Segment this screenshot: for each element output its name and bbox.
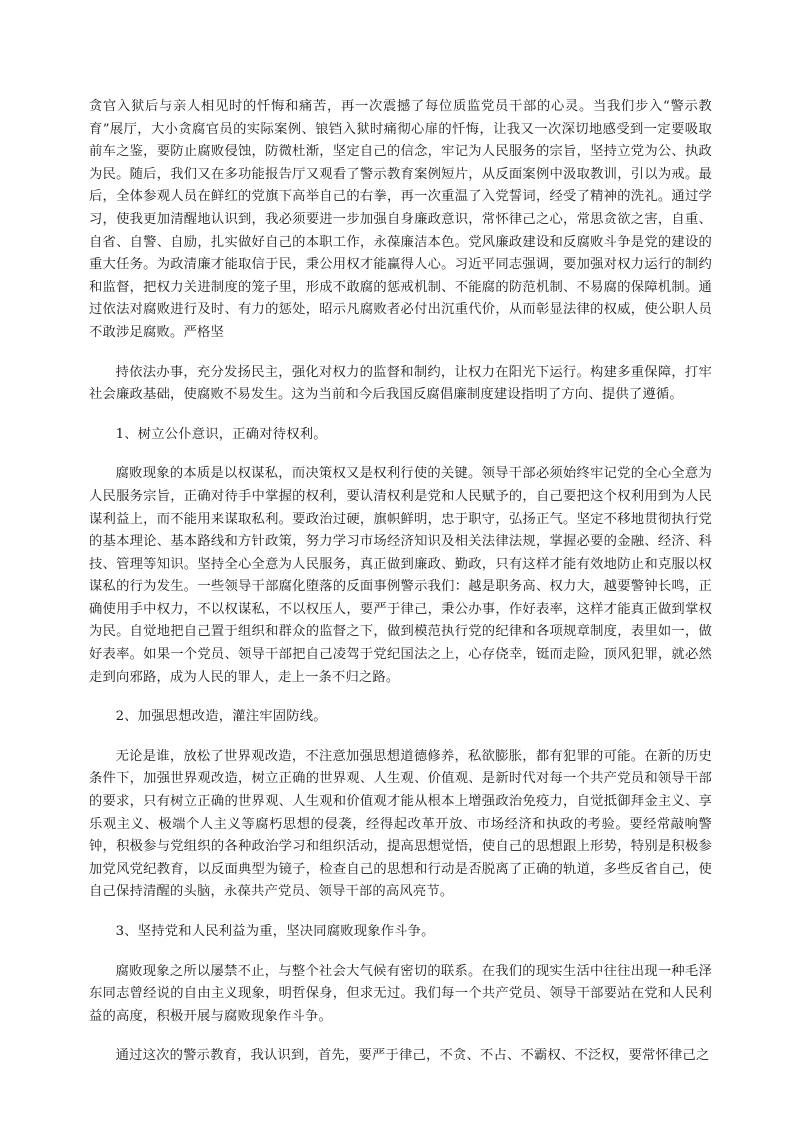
document-body <box>89 96 712 1085</box>
paragraph-rule-of-law: 持依法办事，充分发扬民主，强化对权力的监督和制约，让权力在阳光下运行。构建多重保障，打牢社会廉政基础，使腐败不易发生。这为当前和今后我国反腐倡廉制度建设指明了方向、提供了遵循。 <box>89 364 712 403</box>
paragraph-opening: 贪官入狱后与亲人相见时的忏悔和痛苦，再一次震撼了每位质监党员干部的心灵。当我们步入“警示教育”展厅，大小贪腐官员的实际案例、锒铛入狱时痛彻心扉的忏悔，让我又一次深切地感受到一定要吸取前车之鉴，要防止腐败侵蚀，防微杜渐，坚定自己的信念，牢记为人民服务的宗旨，坚持立党为公、执政为民。随后，我们又在多功能报告厅又观看了警示教育案例短片，从反面案例中汲取教训，引以为戒。最后，全体参观人员在鲜红的党旗下高举自己的右拳，再一次重温了入党誓词，经受了精神的洗礼。通过学习，使我更加清醒地认识到，我必须要进一步加强自身廉政意识，常怀律己之心，常思贪欲之害，自重、自省、自警、自励，扎实做好自己的本职工作，永葆廉洁本色。党风廉政建设和反腐败斗争是党的建设的重大任务。为政清廉才能取信于民，秉公用权才能赢得人心。习近平同志强调，要加强对权力运行的制约和监督，把权力关进制度的笼子里，形成不敢腐的惩戒机制、不能腐的防范机制、不易腐的保障机制。通过依法对腐败进行及时、有力的惩处，昭示凡腐败者必付出沉重代价，从而彰显法律的权威，使公职人员不敢涉足腐败。严格坚 <box>89 99 712 340</box>
section-heading-2: 2、加强思想改造，灌注牢固防线。 <box>115 709 327 725</box>
section-heading-3: 3、坚持党和人民利益为重，坚决同腐败现象作斗争。 <box>115 924 435 939</box>
paragraph-conclusion: 通过这次的警示教育，我认识到，首先，要严于律己，不贪、不占、不霸权、不泛权，要常怀律己之 <box>115 1048 710 1064</box>
section-heading-1: 1、树立公仆意识，正确对待权利。 <box>115 426 327 442</box>
paragraph-section-2: 无论是谁，放松了世界观改造，不注意加强思想道德修养，私欲膨胀，都有犯罪的可能。在新的历史条件下，加强世界观改造，树立正确的世界观、人生观、价值观、是新时代对每一个共产党员和领导干部的要求，只有树立正确的世界观、人生观和价值观才能从根本上增强政治免疫力，自觉抵御拜金主义、享乐观主义、极端个人主义等腐朽思想的侵袭，经得起改革开放、市场经济和执政的考验。要经常敲响警钟，积极参与党组织的各种政治学习和组织活动，提高思想觉悟，使自己的思想跟上形势，特别是积极参加党风党纪教育，以反面典型为镜子，检查自己的思想和行动是否脱离了正确的轨道，多些反省自己，使自己保持清醒的头脑，永葆共产党员、领导干部的高风亮节。 <box>89 748 712 900</box>
paragraph-section-1: 腐败现象的本质是以权谋私，而决策权又是权利行使的关键。领导干部必须始终牢记党的全心全意为人民服务宗旨，正确对待手中掌握的权利，要认清权利是党和人民赋予的，自己要把这个权利用到为人民谋利益上，而不能用来谋取私利。要政治过硬，旗帜鲜明，忠于职守，弘扬正气。坚定不移地贯彻执行党的基本理论、基本路线和方针政策，努力学习市场经济知识及相关法律法规，掌握必要的金融、经济、科技、管理等知识。坚持全心全意为人民服务，真正做到廉政、勤政，只有这样才能有效地防止和克服以权谋私的行为发生。一些领导干部腐化堕落的反面事例警示我们：越是职务高、权力大，越要警钟长鸣，正确使用手中权力，不以权谋私，不以权压人，要严于律己，秉公办事，作好表率，这样才能真正做到掌权为民。自觉地把自己置于组织和群众的监督之下，做到模范执行党的纪律和各项规章制度，表里如一，做好表率。如果一个党员、领导干部把自己凌驾于党纪国法之上，心存侥幸，铤而走险，顶风犯罪，就必然走到向邪路，成为人民的罪人，走上一条不归之路。 <box>89 466 712 685</box>
paragraph-section-3: 腐败现象之所以屡禁不止，与整个社会大气候有密切的联系。在我们的现实生活中往往出现一种毛泽东同志曾经说的自由主义现象，明哲保身，但求无过。我们每一个共产党员、领导干部要站在党和人民利益的高度，积极开展与腐败现象作斗争。 <box>89 963 712 1024</box>
